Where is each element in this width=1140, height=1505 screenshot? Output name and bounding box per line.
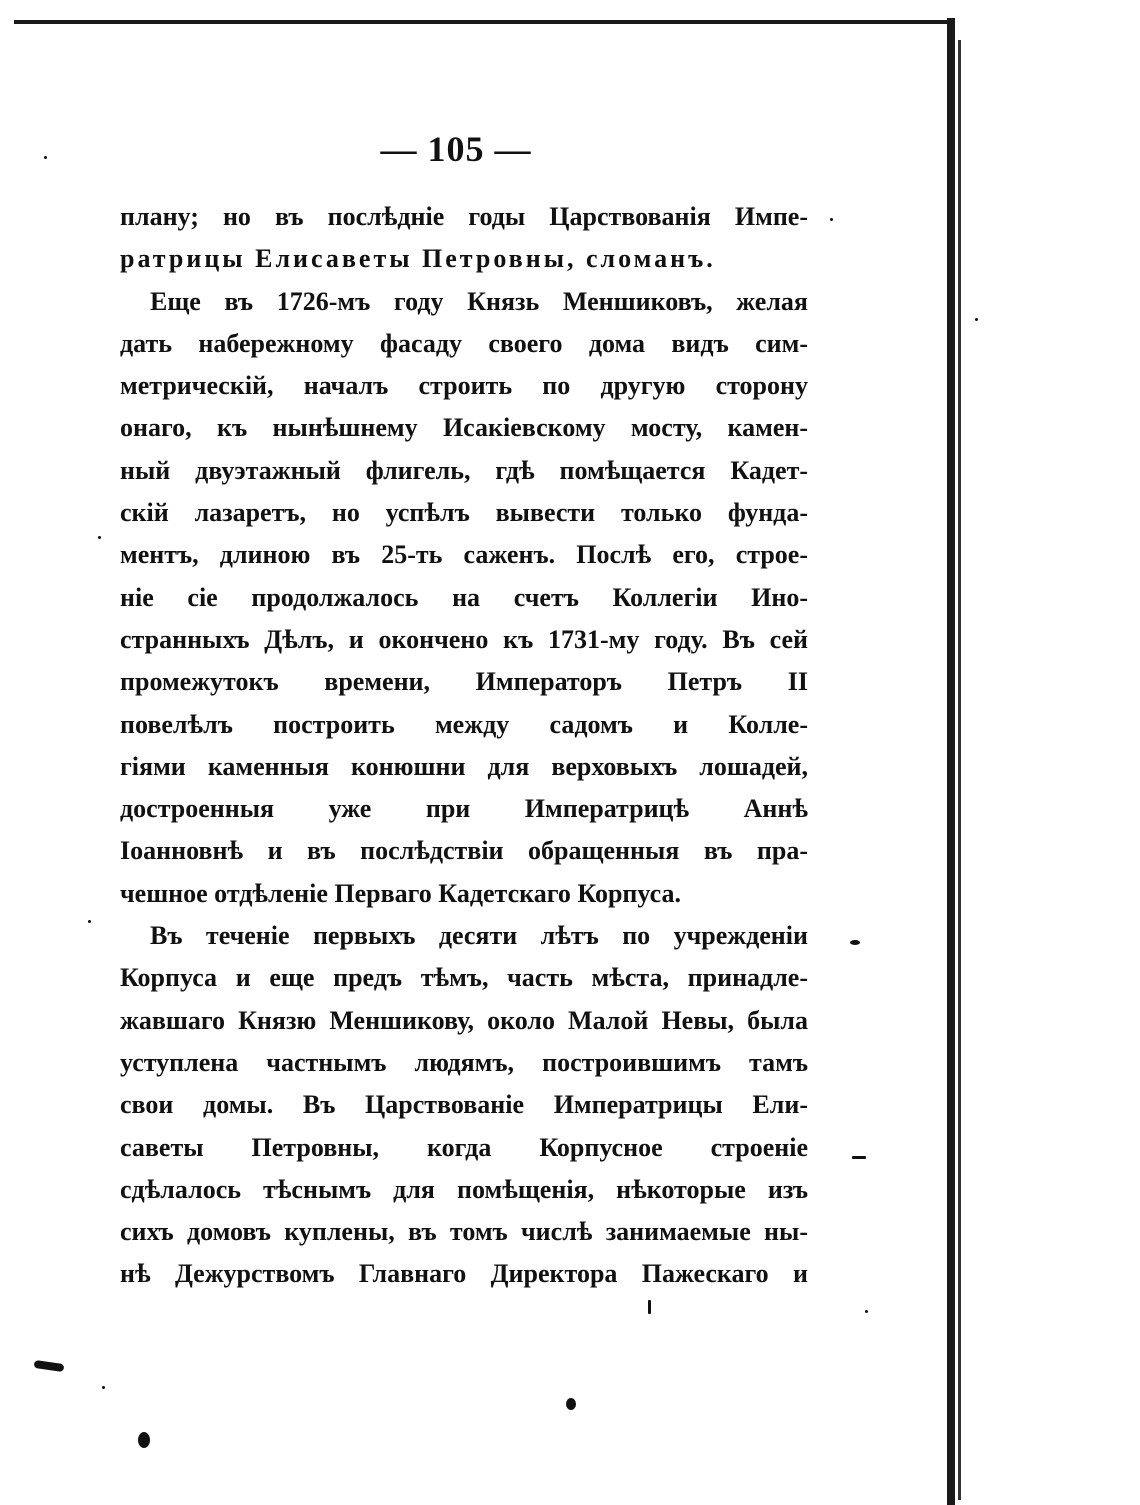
scan-speck <box>865 1310 868 1313</box>
page-edge-shadow <box>947 18 955 1505</box>
text-line: ратрицы Елисаветы Петровны, сломанъ. <box>120 244 716 274</box>
text-line: нѣ Дежурствомъ Главнаго Директора Пажескаго и <box>120 1259 808 1289</box>
scan-speck <box>648 1300 651 1314</box>
text-line: саветы Петровны, когда Корпусное строеніе <box>120 1132 808 1162</box>
text-line: уступлена частнымъ людямъ, построившимъ тамъ <box>120 1047 808 1077</box>
text-line: достроенныя уже при Императрицѣ Аннѣ <box>120 794 808 824</box>
scan-speck <box>566 1398 576 1410</box>
text-line: сдѣлалось тѣснымъ для помѣщенія, нѣкоторые изъ <box>120 1174 808 1204</box>
scan-smudge <box>34 1360 65 1372</box>
text-line: сихъ домовъ куплены, въ томъ числѣ занимаемые ны- <box>120 1217 808 1247</box>
text-line: гіями каменныя конюшни для верховыхъ лошадей, <box>120 751 808 781</box>
scan-speck <box>88 920 91 923</box>
scan-speck <box>98 536 101 539</box>
page-number: — 105 — <box>380 129 532 169</box>
body-text <box>120 196 808 1296</box>
text-line: свои домы. Въ Царствованіе Императрицы Ели- <box>120 1090 808 1120</box>
text-line: Корпуса и еще предъ тѣмъ, часть мѣста, принадле- <box>120 963 808 993</box>
text-line: метрическій, началъ строить по другую сторону <box>120 371 808 401</box>
page-edge-line <box>958 40 961 1500</box>
scan-speck <box>830 218 833 221</box>
text-line: скій лазаретъ, но успѣлъ вывести только фунда- <box>120 498 808 528</box>
text-line: странныхъ Дѣлъ, и окончено къ 1731-му году. Въ сей <box>120 624 808 654</box>
text-line: жавшаго Князю Меншикову, около Малой Невы, была <box>120 1005 808 1035</box>
scan-speck <box>102 1386 105 1389</box>
paragraph-start-line: Въ теченіе первыхъ десяти лѣтъ по учрежденіи <box>150 921 808 951</box>
scan-speck <box>44 156 47 159</box>
text-line: ментъ, длиною въ 25-ть саженъ. Послѣ его, строе- <box>120 540 808 570</box>
text-line: плану; но въ послѣдніе годы Царствованія Импе- <box>120 202 808 231</box>
text-line: чешное отдѣленіе Перваго Кадетскаго Корпуса. <box>120 878 681 908</box>
text-line: повелѣлъ построить между садомъ и Колле- <box>120 709 808 739</box>
paragraph-start-line: Еще въ 1726-мъ году Князь Меншиковъ, желая <box>150 286 808 316</box>
text-line: ный двуэтажный флигель, гдѣ помѣщается Кадет- <box>120 455 808 485</box>
text-line: промежутокъ времени, Императоръ Петръ II <box>120 667 808 697</box>
scan-speck <box>975 318 978 321</box>
scan-speck <box>852 1156 866 1159</box>
text-line: онаго, къ нынѣшнему Исакіевскому мосту, камен- <box>120 413 808 443</box>
scan-speck <box>138 1432 150 1448</box>
top-rule <box>14 20 952 24</box>
text-line: Іоанновнѣ и въ послѣдствіи обращенныя въ пра- <box>120 836 808 866</box>
scan-speck <box>850 940 860 945</box>
text-line: дать набережному фасаду своего дома видъ сим- <box>120 328 808 358</box>
text-line: ніе сіе продолжалось на счетъ Коллегіи Ино- <box>120 582 808 612</box>
